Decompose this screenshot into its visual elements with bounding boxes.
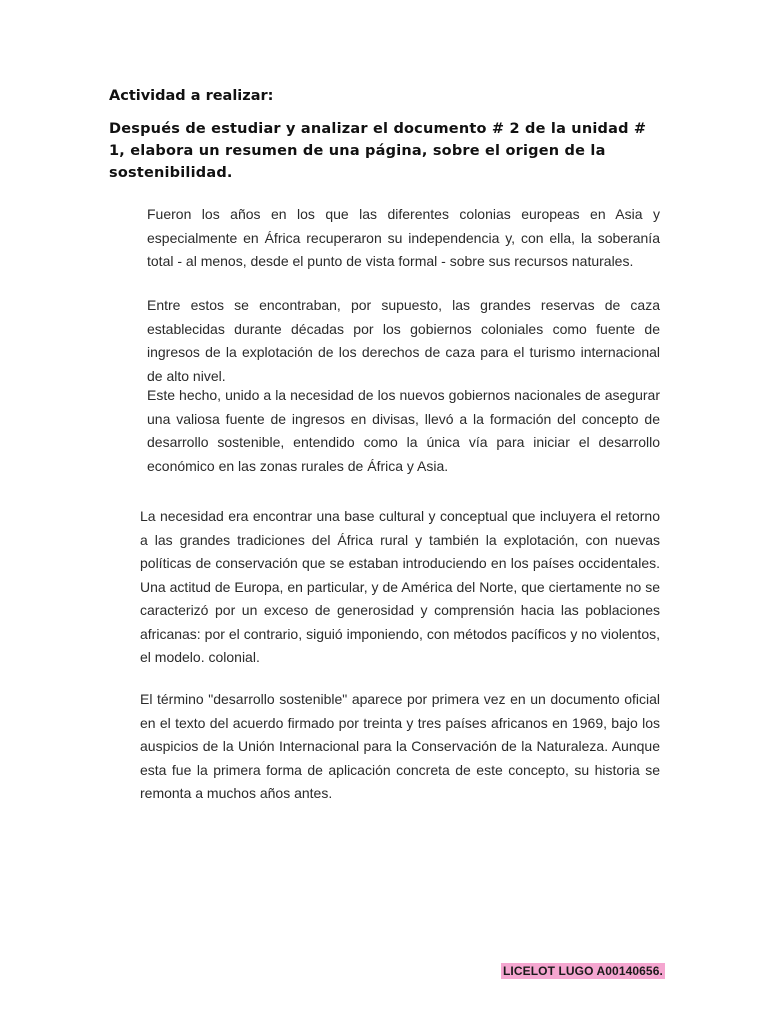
- body-paragraph-2: El término "desarrollo sostenible" aparece por primera vez en un documento oficial en el texto del acuerdo firmado por treinta y tres países africanos en 1969, bajo los auspicios de la Unión Internacional para la Conservación de la Naturaleza. Aunque esta fue la primera forma de aplicación concreta de este concepto, su historia se remonta a muchos años antes.: [140, 691, 660, 801]
- author-signature: LICELOT LUGO A00140656.: [503, 964, 663, 978]
- body-paragraph-1: La necesidad era encontrar una base cultural y conceptual que incluyera el retorno a las grandes tradiciones del África rural y también la explotación, con nuevas políticas de conservación que se estaban introduciendo en los países occidentales. Una actitud de Europa, en particular, y de América del Norte, que ciertamente no se caracterizó por un exceso de generosidad y comprensión hacia las poblaciones africanas: por el contrario, siguió imponiendo, con métodos pacíficos y no violentos, el modelo. colonial.: [140, 508, 660, 665]
- quoted-paragraph-3: Este hecho, unido a la necesidad de los nuevos gobiernos nacionales de asegurar una valiosa fuente de ingresos en divisas, llevó a la formación del concepto de desarrollo sostenible, entendido como la única vía para iniciar el desarrollo económico en las zonas rurales de África y Asia.: [147, 387, 660, 474]
- activity-title: Actividad a realizar:: [109, 88, 274, 104]
- quoted-paragraph-1: Fueron los años en los que las diferentes colonias europeas en Asia y especialmente en África recuperaron su independencia y, con ella, la soberanía total - al menos, desde el punto de vista formal - sobre sus recursos naturales.: [147, 206, 660, 269]
- quoted-paragraph-2: Entre estos se encontraban, por supuesto, las grandes reservas de caza establecidas durante décadas por los gobiernos coloniales como fuente de ingresos de la explotación de los derechos de caza para el turismo internacional de alto nivel.: [147, 297, 660, 384]
- instruction-text: Después de estudiar y analizar el documento # 2 de la unidad # 1, elabora un resumen de una página, sobre el origen de la sostenibilidad.: [109, 121, 647, 181]
